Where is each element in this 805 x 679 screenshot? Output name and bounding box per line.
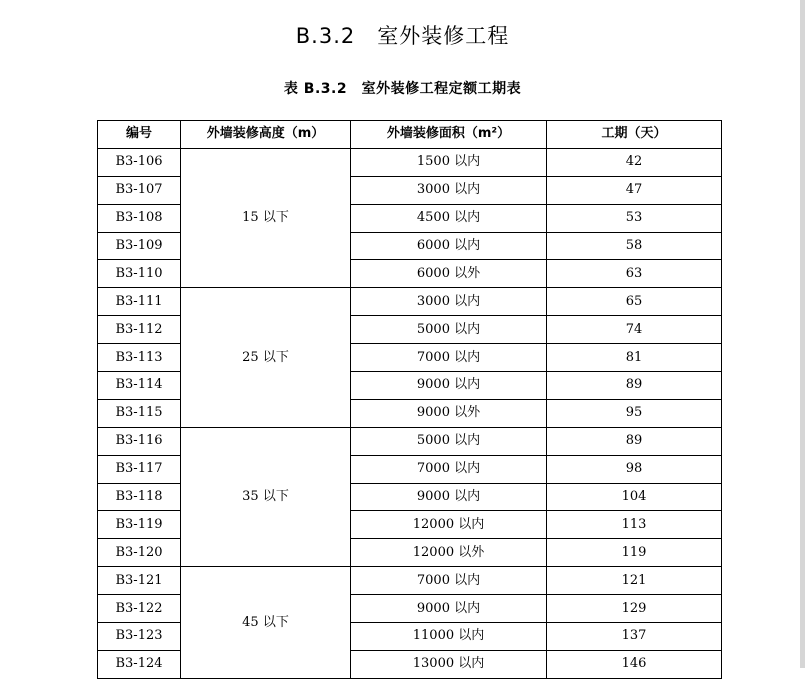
row-days: 65 — [547, 288, 722, 316]
row-code: B3-111 — [98, 288, 181, 316]
row-code: B3-120 — [98, 539, 181, 567]
row-code: B3-107 — [98, 176, 181, 204]
row-area: 1500 以内 — [351, 148, 547, 176]
header-height: 外墙装修高度（m） — [181, 121, 351, 149]
row-days: 42 — [547, 148, 722, 176]
row-days: 98 — [547, 455, 722, 483]
row-area: 9000 以内 — [351, 595, 547, 623]
row-days: 47 — [547, 176, 722, 204]
row-code: B3-116 — [98, 427, 181, 455]
section-title: B.3.2 室外装修工程 — [295, 24, 510, 48]
height-group-cell: 25 以下 — [181, 288, 351, 427]
row-area: 11000 以内 — [351, 623, 547, 651]
row-code: B3-115 — [98, 399, 181, 427]
row-code: B3-122 — [98, 595, 181, 623]
row-code: B3-114 — [98, 372, 181, 400]
row-area: 5000 以内 — [351, 427, 547, 455]
row-area: 9000 以内 — [351, 372, 547, 400]
row-days: 53 — [547, 204, 722, 232]
row-code: B3-106 — [98, 148, 181, 176]
row-code: B3-117 — [98, 455, 181, 483]
row-area: 3000 以内 — [351, 176, 547, 204]
row-days: 104 — [547, 483, 722, 511]
table-row — [98, 567, 722, 595]
height-group-cell: 45 以下 — [181, 567, 351, 679]
table-row — [98, 288, 722, 316]
table-title: 表 B.3.2 室外装修工程定额工期表 — [283, 81, 522, 97]
duration-table — [97, 120, 722, 679]
row-code: B3-108 — [98, 204, 181, 232]
row-code: B3-109 — [98, 232, 181, 260]
header-days: 工期（天） — [547, 121, 722, 149]
row-area: 3000 以内 — [351, 288, 547, 316]
row-days: 74 — [547, 316, 722, 344]
row-code: B3-124 — [98, 650, 181, 678]
page-edge — [800, 0, 805, 668]
row-area: 7000 以内 — [351, 455, 547, 483]
row-days: 63 — [547, 260, 722, 288]
row-days: 58 — [547, 232, 722, 260]
row-days: 121 — [547, 567, 722, 595]
row-days: 95 — [547, 399, 722, 427]
row-area: 7000 以内 — [351, 344, 547, 372]
row-days: 146 — [547, 650, 722, 678]
row-days: 129 — [547, 595, 722, 623]
row-days: 113 — [547, 511, 722, 539]
row-code: B3-110 — [98, 260, 181, 288]
row-days: 119 — [547, 539, 722, 567]
row-code: B3-121 — [98, 567, 181, 595]
row-area: 12000 以外 — [351, 539, 547, 567]
row-days: 81 — [547, 344, 722, 372]
row-area: 9000 以外 — [351, 399, 547, 427]
row-area: 7000 以内 — [351, 567, 547, 595]
row-code: B3-113 — [98, 344, 181, 372]
row-area: 6000 以外 — [351, 260, 547, 288]
row-days: 89 — [547, 372, 722, 400]
row-code: B3-112 — [98, 316, 181, 344]
row-area: 12000 以内 — [351, 511, 547, 539]
table-body — [98, 148, 722, 678]
row-code: B3-118 — [98, 483, 181, 511]
height-group-cell: 35 以下 — [181, 427, 351, 566]
row-area: 13000 以内 — [351, 650, 547, 678]
row-area: 5000 以内 — [351, 316, 547, 344]
row-code: B3-119 — [98, 511, 181, 539]
row-area: 6000 以内 — [351, 232, 547, 260]
row-area: 9000 以内 — [351, 483, 547, 511]
table-header-row — [98, 121, 722, 149]
table-row — [98, 427, 722, 455]
row-code: B3-123 — [98, 623, 181, 651]
row-days: 89 — [547, 427, 722, 455]
row-area: 4500 以内 — [351, 204, 547, 232]
row-days: 137 — [547, 623, 722, 651]
header-area: 外墙装修面积（m²） — [351, 121, 547, 149]
table-row — [98, 148, 722, 176]
height-group-cell: 15 以下 — [181, 148, 351, 287]
header-code: 编号 — [98, 121, 181, 149]
